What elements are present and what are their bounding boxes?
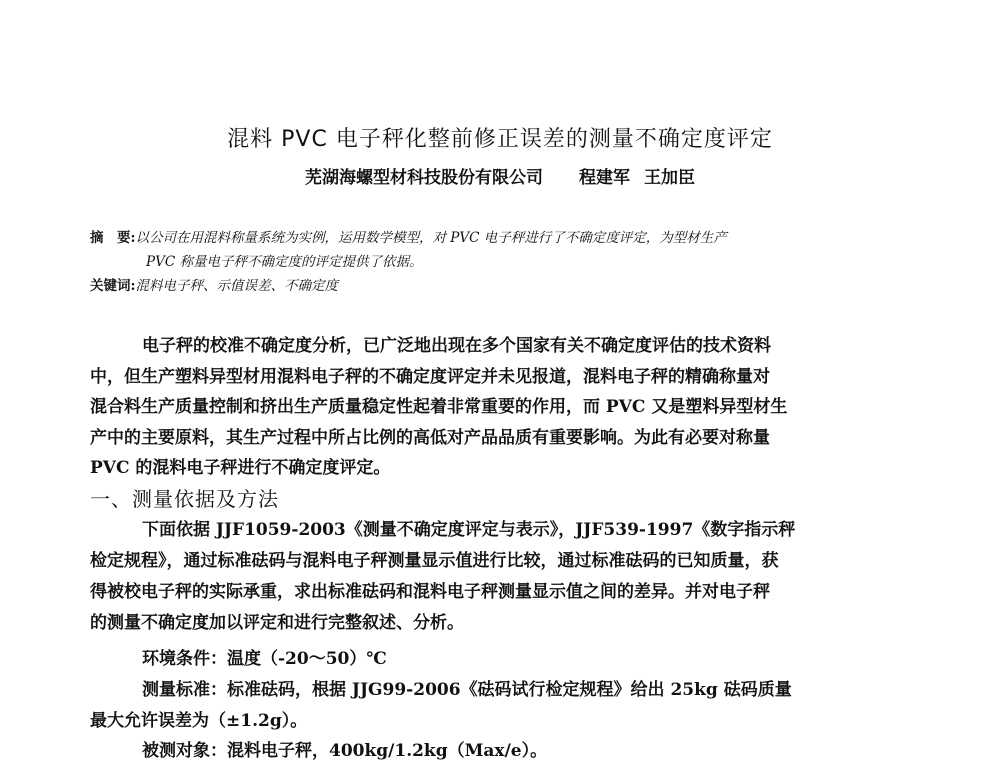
paragraph-line: 得被校电子秤的实际承重，求出标准砝码和混料电子秤测量显示值之间的差异。并对电子秤 <box>90 582 770 602</box>
keywords-label: 关键词: <box>90 278 136 294</box>
paragraph-line: 产中的主要原料，其生产过程中所占比例的高低对产品品质有重要影响。为此有必要对称量 <box>90 428 770 448</box>
paragraph-line: 的测量不确定度加以评定和进行完整叙述、分析。 <box>90 613 464 633</box>
author-line <box>0 163 1000 188</box>
environment-line: 环境条件：温度（-20～50）℃ <box>142 649 387 669</box>
author-name: 王加臣 <box>644 168 695 188</box>
paragraph-line: PVC 的混料电子秤进行不确定度评定。 <box>90 458 391 478</box>
company-name: 芜湖海螺型材科技股份有限公司 <box>305 168 543 188</box>
keywords <box>90 274 902 298</box>
paragraph-line: 下面依据 JJF1059-2003《测量不确定度评定与表示》，JJF539-1997《数字指示秤 <box>142 520 796 540</box>
standard-line: 测量标准：标准砝码，根据 JJG99-2006《砝码试行检定规程》给出 25kg 砝码质量 <box>142 680 792 700</box>
paragraph-line: 电子秤的校准不确定度分析，已广泛地出现在多个国家有关不确定度评估的技术资料 <box>142 336 771 356</box>
paper-title: 混料 PVC 电子秤化整前修正误差的测量不确定度评定 <box>227 127 773 152</box>
abstract-label: 摘 要: <box>90 230 136 246</box>
abstract-text-line: 以公司在用混料称量系统为实例，运用数学模型，对 PVC 电子秤进行了不确定度评定，为型材生产 <box>135 230 727 246</box>
paragraph-line: 中，但生产塑料异型材用混料电子秤的不确定度评定并未见报道，混料电子秤的精确称量对 <box>90 367 770 387</box>
abstract-text-line: PVC 称量电子秤不确定度的评定提供了依据。 <box>146 254 423 270</box>
section-heading: 一、测量依据及方法 <box>90 487 279 511</box>
paragraph-line: 检定规程》，通过标准砝码与混料电子秤测量显示值进行比较，通过标准砝码的已知质量，获 <box>90 551 779 571</box>
paragraph-line: 混合料生产质量控制和挤出生产质量稳定性起着非常重要的作用，而 PVC 又是塑料异型材生 <box>90 397 788 417</box>
standard-line: 最大允许误差为（±1.2g）。 <box>90 711 308 731</box>
abstract <box>90 226 902 274</box>
object-line: 被测对象：混料电子秤，400kg/1.2kg（Max/e）。 <box>142 741 548 761</box>
keywords-text: 混料电子秤、示值误差、不确定度 <box>135 278 338 294</box>
author-name: 程建军 <box>579 168 630 188</box>
